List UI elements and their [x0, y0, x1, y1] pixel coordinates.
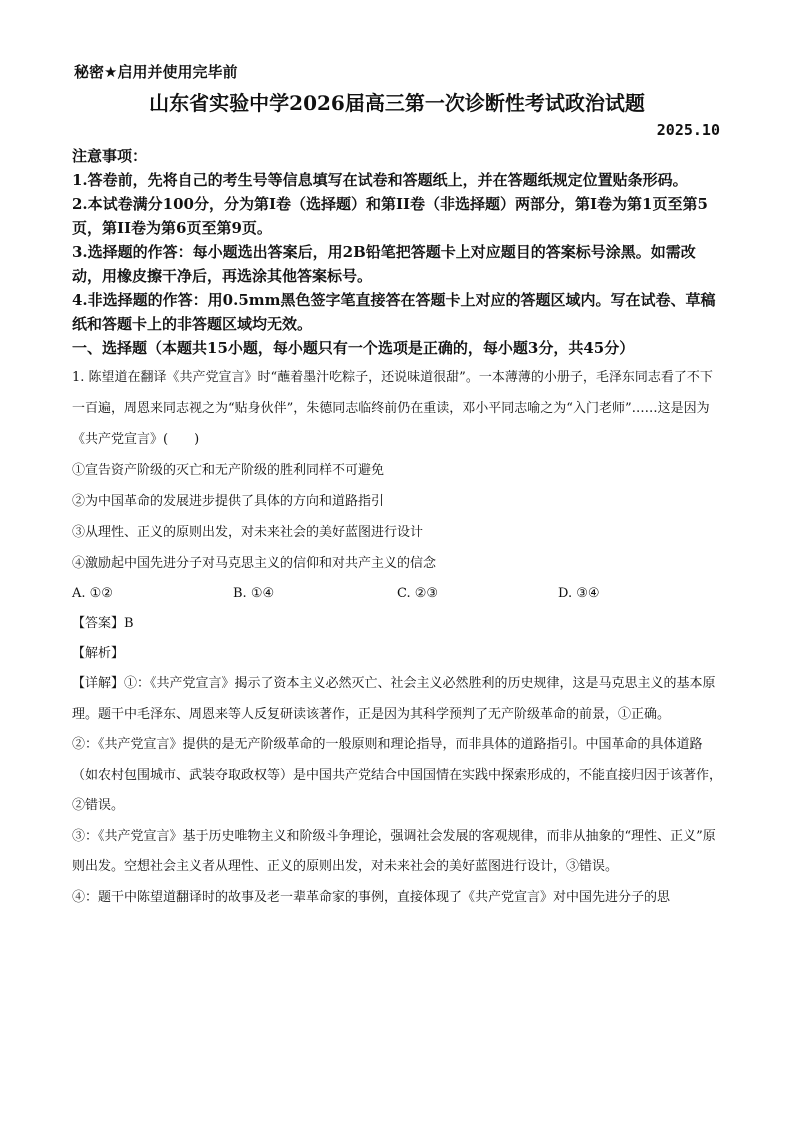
note-item: 4.非选择题的作答：用0.5mm黑色签字笔直接答在答题卡上对应的答题区域内。写在试卷、草稿纸和答题卡上的非答题区域均无效。 [72, 291, 716, 333]
statement-2: ②为中国革命的发展进步提供了具体的方向和道路指引 [72, 494, 385, 509]
note-item: 1.答卷前，先将自己的考生号等信息填写在试卷和答题纸上，并在答题纸规定位置贴条形码。 [72, 171, 688, 189]
question-stem: 1. 陈望道在翻译《共产党宣言》时“蘸着墨汁吃粽子，还说味道很甜”。一本薄薄的小册子，毛泽东同志看了不下一百遍，周恩来同志视之为“贴身伙伴”，朱德同志临终前仍在重读，邓小平同志喻之为“入门老师”……这是因为《共产党宣言》( ) [72, 370, 713, 447]
option-a: A. ①② [72, 586, 113, 601]
analysis-label: 【解析】 [72, 646, 125, 661]
question-1 [72, 362, 722, 579]
explanation [72, 669, 722, 913]
answer-label: 【答案】B [72, 616, 134, 631]
notes-heading: 注意事项： [72, 147, 148, 165]
exam-date: 2025.10 [656, 121, 720, 139]
explanation-paragraph: ④：题干中陈望道翻译时的故事及老一辈革命家的事例，直接体现了《共产党宣言》对中国先进分子的思 [72, 889, 671, 905]
explanation-paragraph: 【详解】①：《共产党宣言》揭示了资本主义必然灭亡、社会主义必然胜利的历史规律，这是马克思主义的基本原理。题干中毛泽东、周恩来等人反复研读该著作，正是因为其科学预判了无产阶级革命的前景，①正确。 [72, 676, 716, 722]
explanation-paragraph: ③：《共产党宣言》基于历史唯物主义和阶级斗争理论，强调社会发展的客观规律，而非从抽象的“理性、正义”原则出发。空想社会主义者从理性、正义的原则出发，对未来社会的美好蓝图进行设计，③错误。 [72, 828, 716, 874]
statement-3: ③从理性、正义的原则出发，对未来社会的美好蓝图进行设计 [72, 525, 424, 540]
note-item: 2.本试卷满分100分，分为第I卷（选择题）和第II卷（非选择题）两部分，第I卷为第1页至第5页，第II卷为第6页至第9页。 [72, 195, 708, 237]
page-title: 山东省实验中学2026届高三第一次诊断性考试政治试题 [149, 91, 645, 115]
explanation-paragraph: ②：《共产党宣言》提供的是无产阶级革命的一般原则和理论指导，而非具体的道路指引。中国革命的具体道路（如农村包围城市、武装夺取政权等）是中国共产党结合中国国情在实践中探索形成的，不能直接归因于该著作，②错误。 [72, 737, 723, 813]
statement-1: ①宣告资产阶级的灭亡和无产阶级的胜利同样不可避免 [72, 463, 385, 478]
note-item: 3.选择题的作答：每小题选出答案后，用2B铅笔把答题卡上对应题目的答案标号涂黑。如需改动，用橡皮擦干净后，再选涂其他答案标号。 [72, 243, 696, 285]
answer-options [72, 579, 722, 609]
section-heading: 一、选择题（本题共15小题，每小题只有一个选项是正确的，每小题3分，共45分） [72, 339, 635, 357]
statement-4: ④激励起中国先进分子对马克思主义的信仰和对共产主义的信念 [72, 556, 437, 571]
option-d: D. ③④ [558, 586, 600, 601]
confidential-mark: 秘密★启用并使用完毕前 [74, 63, 238, 81]
option-b: B. ①④ [233, 586, 275, 601]
option-c: C. ②③ [397, 586, 439, 601]
notes-section [72, 144, 722, 336]
